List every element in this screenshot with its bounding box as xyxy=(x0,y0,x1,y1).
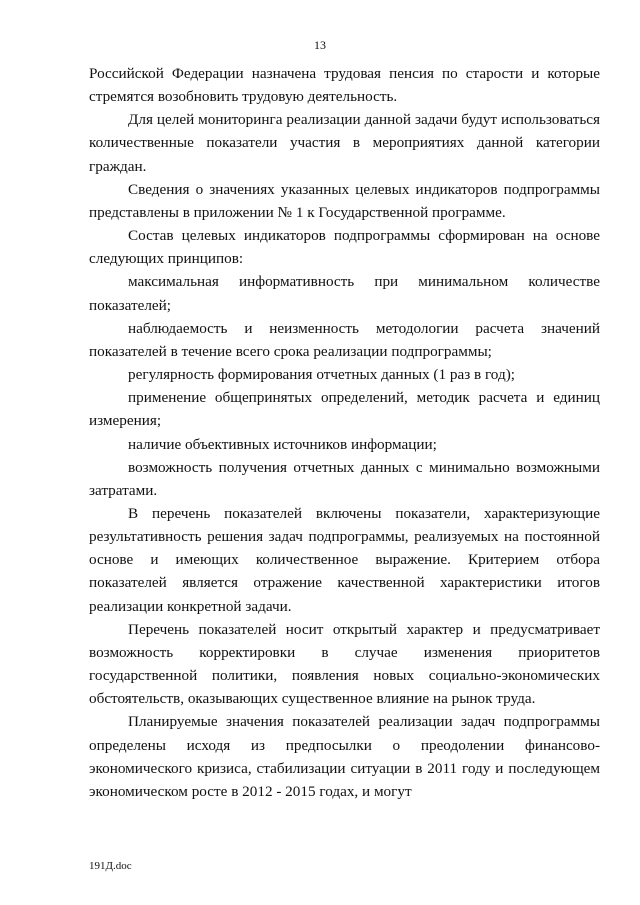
body-text xyxy=(89,62,600,803)
paragraph-monitoring: Для целей мониторинга реализации данной задачи будут использоваться количественные показатели участия в мероприятиях данной категории граждан. xyxy=(89,111,600,175)
paragraph-open-list: Перечень показателей носит открытый характер и предусматривает возможность корректировки в случае изменения приоритетов государственной политики, появления новых социально-экономических обстоятельств, оказывающих существенное влияние на рынок труда. xyxy=(89,620,600,708)
paragraph-continuation: Российской Федерации назначена трудовая пенсия по старости и которые стремятся возобновить трудовую деятельность. xyxy=(89,65,600,106)
file-name-footer: 191Д.doc xyxy=(89,860,132,872)
paragraph-indicator-list: В перечень показателей включены показатели, характеризующие результативность решения задач подпрограммы, реализуемых на постоянной основе и имеющих количественное выражение. Критерием отбора показателей является отражение качественной характеристики итогов реализации конкретной задачи. xyxy=(89,504,600,615)
paragraph-planned-values: Планируемые значения показателей реализации задач подпрограммы определены исходя из предпосылки о преодолении финансово-экономического кризиса, стабилизации ситуации в 2011 году и последующем экономическом росте в 2012 - 2015 годах, и могут xyxy=(89,713,600,800)
principle-regularity: регулярность формирования отчетных данных (1 раз в год); xyxy=(128,366,515,384)
principle-costs: возможность получения отчетных данных с минимально возможными затратами. xyxy=(89,458,600,499)
principle-definitions: применение общепринятых определений, методик расчета и единиц измерения; xyxy=(89,389,600,430)
paragraph-principles-intro: Состав целевых индикаторов подпрограммы сформирован на основе следующих принципов: xyxy=(89,227,600,268)
principle-informativeness: максимальная информативность при минимальном количестве показателей; xyxy=(89,273,600,314)
page-number: 13 xyxy=(314,38,326,52)
paragraph-indicators-info: Сведения о значениях указанных целевых индикаторов подпрограммы представлены в приложении № 1 к Государственной программе. xyxy=(89,180,600,221)
principle-observability: наблюдаемость и неизменность методологии расчета значений показателей в течение всего срока реализации подпрограммы; xyxy=(89,319,600,360)
principle-sources: наличие объективных источников информации; xyxy=(128,435,437,453)
